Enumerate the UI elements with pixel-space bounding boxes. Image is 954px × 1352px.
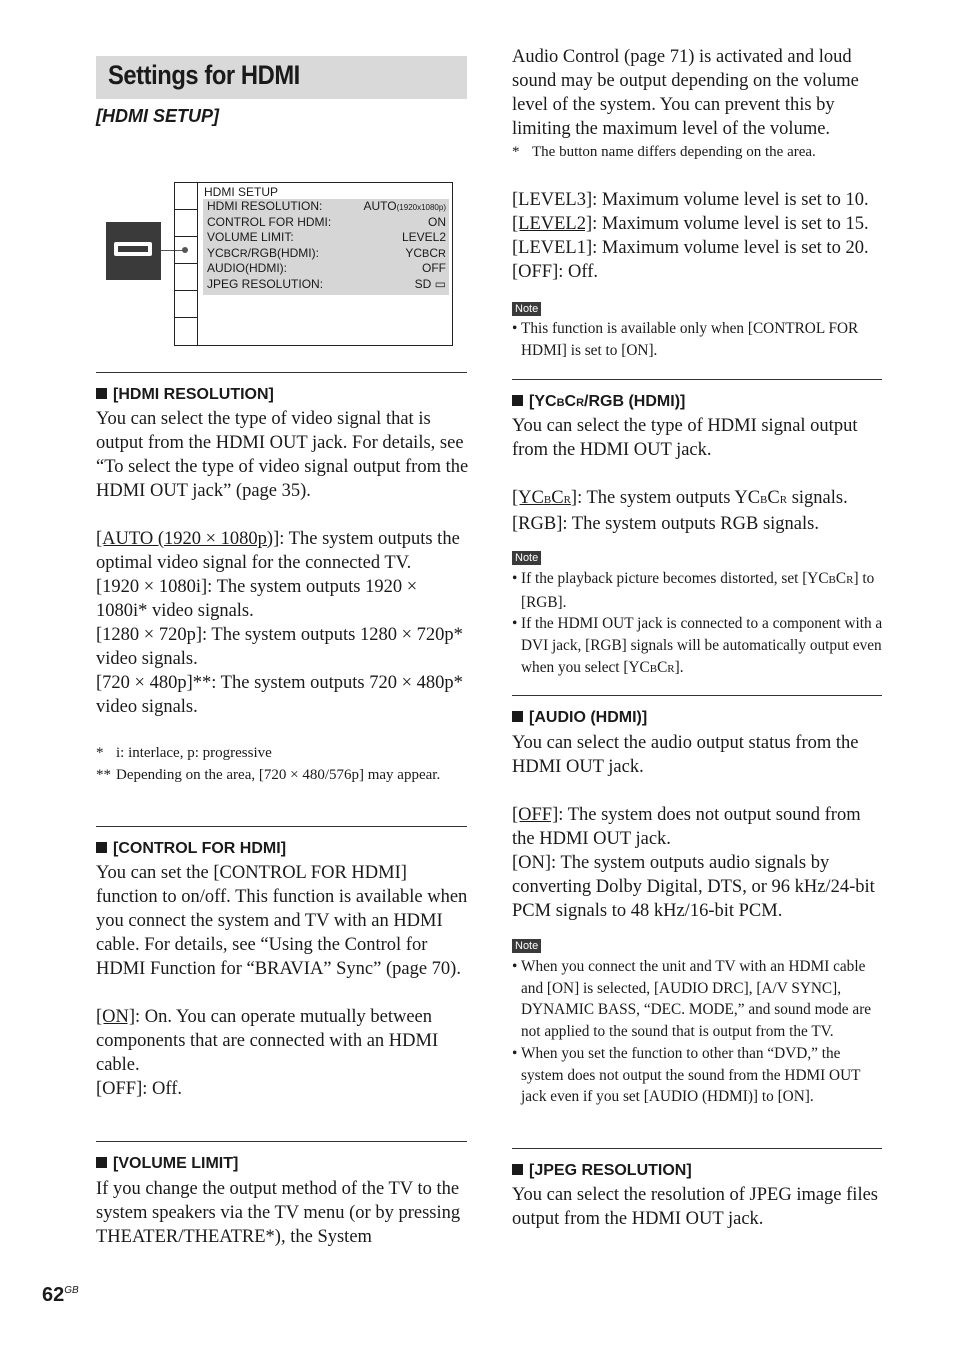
page-title-bar <box>96 56 467 99</box>
menu-tab <box>175 237 197 264</box>
section-divider <box>96 826 467 827</box>
section-divider <box>96 372 467 373</box>
note-badge: Note <box>512 939 541 953</box>
section-heading-control-for-hdmi: [CONTROL FOR HDMI] <box>96 840 286 858</box>
menu-tabs <box>175 183 198 345</box>
menu-row-label: CONTROL FOR HDMI: <box>207 214 332 229</box>
section-heading-volume-limit: [VOLUME LIMIT] <box>96 1155 238 1173</box>
menu-heading: HDMI SETUP <box>204 185 279 199</box>
menu-row-hdmi-resolution <box>203 199 449 215</box>
menu-row-value: ON <box>428 214 446 229</box>
bullet-square-icon <box>96 388 107 399</box>
sd-frame-icon: ▭ <box>434 276 446 291</box>
note-badge: Note <box>512 551 541 565</box>
menu-row-control-for-hdmi <box>203 215 449 231</box>
bullet-square-icon <box>96 1157 107 1168</box>
section-body-audio-hdmi: You can select the audio output status from the HDMI OUT jack. [OFF]: The system does not output sound from the HDMI OUT jack. [ON]: The system outputs audio signals by converting Dolby Digital, DTS, or 96 kHz/24-bit PCM signals to 48 kHz/16-bit PCM. <box>512 733 875 921</box>
menu-tab <box>175 291 197 318</box>
footnote-volume-limit: * The button name differs depending on the area. <box>512 144 816 160</box>
section-heading-audio-hdmi: [AUDIO (HDMI)] <box>512 709 647 727</box>
menu-screen <box>174 182 453 346</box>
menu-tab <box>175 210 197 237</box>
bullet-square-icon <box>512 395 523 406</box>
section-heading-hdmi-resolution: [HDMI RESOLUTION] <box>96 386 274 404</box>
menu-row-label: AUDIO(HDMI): <box>207 261 287 275</box>
volume-levels: [LEVEL3]: Maximum volume level is set to 10. [LEVEL2]: Maximum volume level is set to 15. [LEVEL1]: Maximum volume level is set to 20. [OFF]: Off. <box>512 190 869 282</box>
menu-row-label: HDMI RESOLUTION: <box>207 199 323 213</box>
footnotes-hdmi-resolution: * i: interlace, p: progressive ** Depending on the area, [720 × 480/576p] may appear. <box>96 745 441 783</box>
section-heading-ycbcr-rgb: [YCBCR/RGB (HDMI)] <box>512 393 685 411</box>
section-divider <box>512 1148 882 1149</box>
section-body-control-for-hdmi: You can set the [CONTROL FOR HDMI] function to on/off. This function is available when you connect the system and TV with an HDMI cable. For details, see “Using the Control for HDMI Function for “BRAVIA” Sync” (page 70). [ON]: On. You can operate mutually between components that are connected with an HDMI cable. [OFF]: Off. <box>96 863 468 1099</box>
note-list-volume-limit: • This function is available only when [CONTROL FOR HDMI] is set to [ON]. <box>512 320 859 359</box>
menu-row-value: LEVEL2 <box>401 230 446 244</box>
section-divider <box>512 695 882 696</box>
page-number: $62^{GB}$ <box>42 1284 79 1306</box>
menu-row-label: YCBCR/RGB(HDMI): <box>207 245 319 260</box>
menu-settings-panel <box>203 199 449 295</box>
menu-row-value: SD ▭ <box>414 276 446 291</box>
menu-row-value: OFF <box>422 261 446 275</box>
menu-row-volume-limit <box>203 230 449 246</box>
page-subtitle: [HDMI SETUP] <box>96 106 219 126</box>
section-body-volume-limit: If you change the output method of the TV to the system speakers via the TV menu (or by pressing THEATER/THEATRE*), the System <box>96 1179 461 1247</box>
section-divider <box>96 1141 467 1142</box>
menu-row-ycbcr-rgb <box>203 246 449 262</box>
note-list-audio-hdmi: • When you connect the unit and TV with an HDMI cable and [ON] is selected, [AUDIO DRC], [A/V SYNC], DYNAMIC BASS, “DEC. MODE,” and sound mode are not applied to the sound that is output from the TV. • When you set the function to other than “DVD,” the system does not output the sound from the HDMI OUT jack even if you set [AUDIO (HDMI)] to [ON]. <box>512 958 872 1106</box>
section-heading-jpeg-resolution: [JPEG RESOLUTION] <box>512 1162 692 1180</box>
menu-tab <box>175 264 197 291</box>
section-divider <box>512 379 882 380</box>
bullet-square-icon <box>512 1164 523 1175</box>
menu-tab <box>175 183 197 210</box>
section-body-jpeg-resolution: You can select the resolution of JPEG image files output from the HDMI OUT jack. <box>512 1185 878 1229</box>
section-body-volume-limit-cont: Audio Control (page 71) is activated and loud sound may be output depending on the volume level of the system. You can prevent this by limiting the maximum level of the volume. <box>512 47 859 139</box>
menu-row-audio-hdmi <box>203 261 449 277</box>
menu-tab <box>175 318 197 344</box>
bullet-square-icon <box>96 842 107 853</box>
hdmi-connector-icon <box>106 222 161 280</box>
bullet-square-icon <box>512 711 523 722</box>
menu-row-label: VOLUME LIMIT: <box>207 230 294 244</box>
note-list-ycbcr-rgb: • If the playback picture becomes distorted, set [YCBCR] to [RGB]. • If the HDMI OUT jack is connected to a component with a DVI jack, [RGB] signals will be automatically output even when you select [YCBCR]. <box>512 570 883 676</box>
menu-row-label: JPEG RESOLUTION: <box>207 276 324 291</box>
menu-row-value: AUTO(1920x1080p) <box>363 199 446 213</box>
section-body-hdmi-resolution: You can select the type of video signal that is output from the HDMI OUT jack. For details, see “To select the type of video signal output from the HDMI OUT jack” (page 35). [AUTO (1920 × 1080p)]: The system outputs the optimal video signal for the connected TV. [1920 × 1080i]: The system outputs 1920 × 1080i* video signals. [1280 × 720p]: The system outputs 1280 × 720p* video signals. [720 × 480p]**: The system outputs 720 × 480p* video signals. <box>96 409 469 717</box>
menu-row-jpeg-resolution <box>203 277 449 293</box>
page-title: Settings for HDMI <box>108 60 300 90</box>
menu-row-value: YCBCR <box>405 245 446 260</box>
section-body-ycbcr-rgb: You can select the type of HDMI signal output from the HDMI OUT jack. [YCBCR]: The system outputs YCBCR signals. [RGB]: The system outputs RGB signals. <box>512 416 858 534</box>
note-badge: Note <box>512 302 541 316</box>
